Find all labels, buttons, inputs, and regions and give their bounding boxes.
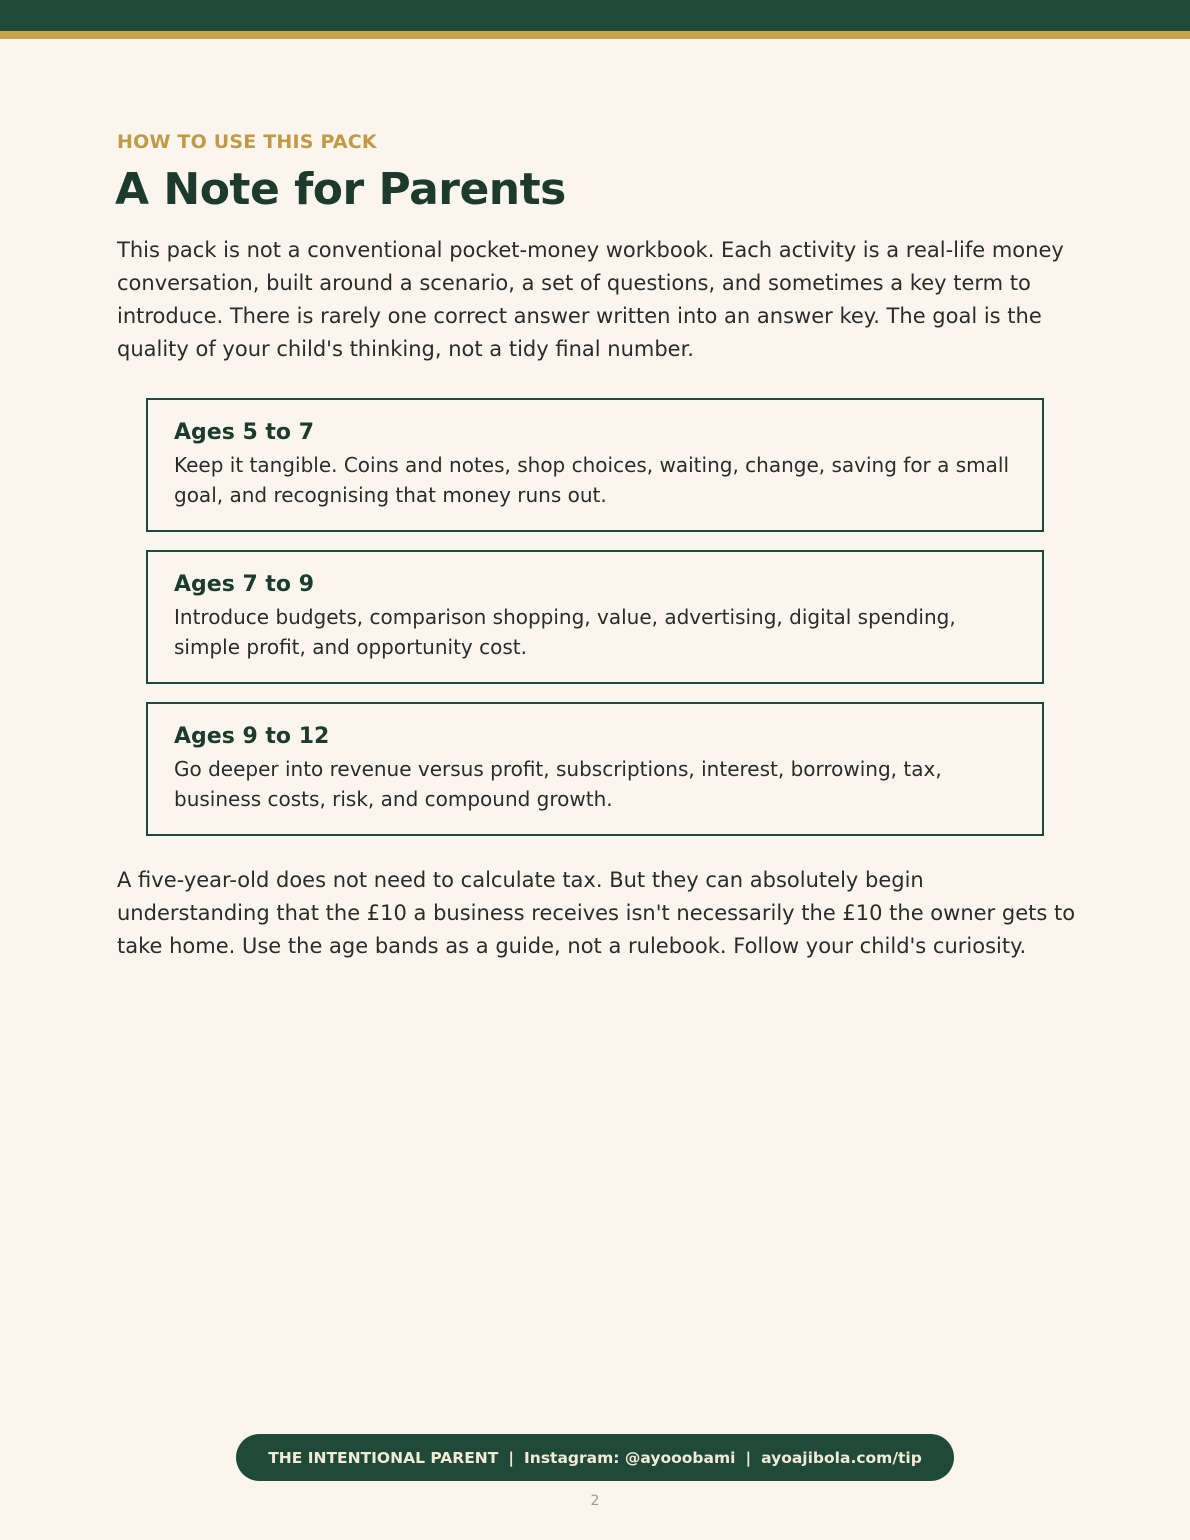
age-band-title: Ages 5 to 7 — [174, 420, 315, 445]
section-eyebrow: HOW TO USE THIS PACK — [117, 131, 377, 153]
header-accent-stripe — [0, 31, 1190, 39]
footer-website-link[interactable]: ayoajibola.com/tip — [761, 1448, 922, 1467]
age-band-title: Ages 9 to 12 — [174, 724, 330, 749]
age-band-description: Introduce budgets, comparison shopping, value, advertising, digital spending, simple profit, and opportunity cost. — [174, 605, 956, 659]
footer-instagram-link[interactable]: Instagram: @ayooobami — [524, 1448, 736, 1467]
age-band-description: Keep it tangible. Coins and notes, shop choices, waiting, change, saving for a small goal, and recognising that money runs out. — [174, 453, 1010, 507]
intro-paragraph: This pack is not a conventional pocket-money workbook. Each activity is a real-life money conversation, built around a scenario, a set of questions, and sometimes a key term to introduce. There is rarely one correct answer written into an answer key. The goal is the quality of your child's thinking, not a tidy final number. — [117, 238, 1064, 361]
footer-separator: | — [745, 1448, 752, 1467]
age-band-description: Go deeper into revenue versus profit, subscriptions, interest, borrowing, tax, business costs, risk, and compound growth. — [174, 757, 942, 811]
age-band-card — [146, 398, 1044, 532]
footer-separator: | — [508, 1448, 515, 1467]
age-band-title: Ages 7 to 9 — [174, 572, 315, 597]
footer-brand: THE INTENTIONAL PARENT — [268, 1448, 499, 1467]
header-band — [0, 0, 1190, 31]
closing-paragraph: A five-year-old does not need to calculate tax. But they can absolutely begin understanding that the £10 a business receives isn't necessarily the £10 the owner gets to take home. Use the age bands as a guide, not a rulebook. Follow your child's curiosity. — [117, 868, 1076, 958]
page-number: 2 — [590, 1493, 600, 1509]
page-title: A Note for Parents — [115, 164, 566, 215]
age-band-card — [146, 550, 1044, 684]
age-bands-list — [146, 398, 1044, 854]
age-band-card — [146, 702, 1044, 836]
footer-banner — [236, 1434, 954, 1481]
